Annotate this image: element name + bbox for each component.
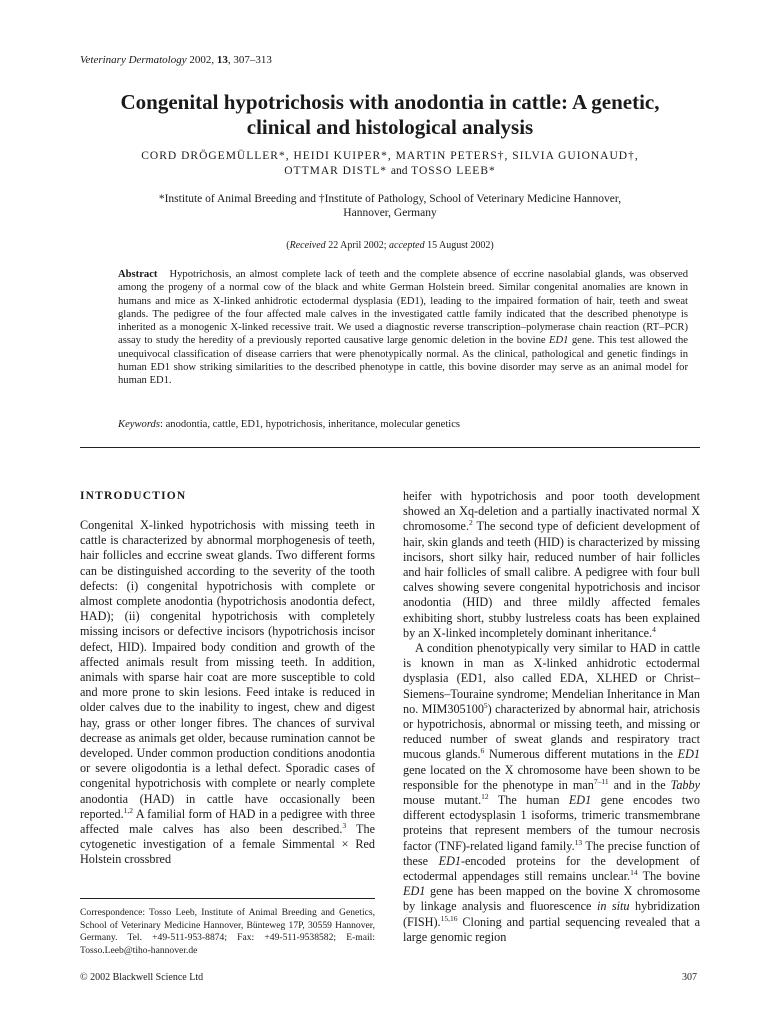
latin-term: in situ: [596, 899, 630, 914]
gene-name: ED1: [549, 335, 569, 347]
text: The second type of deficient development of hair, skin glands and teeth (HID) is characterized by missing incisors, short silky hair, reduced number of hair follicles and hair follicles of small calibre. A pedigree with four bull calves showing severe congenital hypotrichosis and incisor anodontia (HID) and three mildly affected females exhibiting short, stubby lustreless coats has been explained by an X-linked incompletely dominant inheritance.: [403, 519, 700, 640]
citation: 14: [630, 868, 638, 878]
gene-name: ED1: [438, 853, 461, 868]
citation: 15,16: [440, 913, 458, 923]
right-column: [403, 489, 700, 945]
accepted-date: 15 August 2002): [427, 240, 494, 251]
received-label: Received: [289, 240, 326, 251]
gene-name: ED1: [568, 793, 592, 808]
authors-line-1: CORD DRÖGEMÜLLER*, HEIDI KUIPER*, MARTIN PETERS†, SILVIA GUIONAUD†,: [141, 150, 639, 162]
citation: 2: [469, 518, 473, 528]
text: A condition phenotypically very similar to HAD in cattle is known in man as X-linked anhidrotic ectodermal dysplasia (ED1, also called EDA, XLHED or Christ–Siemens–Touraine syndrome; Mendelian Inheritance in Man no. MIM305100: [403, 641, 700, 716]
journal-volume: 13: [216, 54, 228, 66]
citation: 5: [483, 700, 488, 710]
page-number: 307: [682, 972, 697, 983]
received-date: 22 April: [328, 240, 362, 251]
paragraph: [80, 518, 375, 868]
text: -encoded proteins for the development of ectodermal appendages still remains unclear.: [403, 853, 700, 884]
abstract-label: Abstract: [118, 269, 158, 280]
author-list: [80, 149, 700, 179]
journal-name: Veterinary Dermatology: [80, 54, 187, 66]
text: gene has been mapped on the bovine X chromosome by linkage analysis and fluorescence: [403, 884, 700, 914]
author-name: OTTMAR DISTL*: [284, 165, 387, 177]
authors-line-2: [80, 164, 700, 179]
received-day: [328, 240, 361, 251]
text: The human: [488, 793, 569, 808]
text: ) characterized by abnormal hair, atrichosis or hypotrichosis, abnormal or missing teeth, and missing or reduced number of sweat glands and respiratory tract mucous glands.: [403, 701, 701, 762]
received-dates: [80, 240, 700, 251]
author-name: TOSSO LEEB*: [411, 165, 496, 177]
journal-year: 2002,: [189, 54, 215, 66]
title-line-1: Congenital hypotrichosis with anodontia in cattle: A genetic,: [120, 90, 660, 114]
affiliation-line-2: Hannover, Germany: [343, 207, 437, 219]
text: The bovine: [637, 869, 700, 884]
gene-name: Tabby: [670, 777, 701, 792]
citation: 7–11: [593, 776, 609, 786]
citation: 1,2: [123, 805, 134, 815]
text: heifer with hypotrichosis and poor tooth development showed an Xq-deletion and a partially inactivated normal X chromosome.: [403, 489, 700, 534]
paragraph: [403, 489, 700, 641]
text: The precise function of these: [403, 838, 700, 868]
abstract: [118, 268, 688, 388]
text: Cloning and partial sequencing revealed that a large genomic region: [403, 914, 700, 944]
text: hybridization (FISH).: [403, 899, 701, 929]
correspondence-footnote: Correspondence: Tosso Leeb, Institute of Animal Breeding and Genetics, School of Veterinary Medicine Hannover, Bünteweg 17P, 30559 Hannover, Germany. Tel. +49-511-953-8874; Fax: +49-511-9538582; E-mail: Tosso.Leeb@tiho-hannover.de: [80, 907, 375, 956]
text: mouse mutant.: [403, 793, 482, 808]
citation: 13: [574, 837, 583, 847]
text: and in the: [608, 777, 671, 792]
received-year: 2002;: [363, 240, 387, 251]
text: The cytogenetic investigation of a female Simmental × Red Holstein crossbred: [80, 822, 376, 867]
citation: 6: [480, 746, 485, 756]
citation: 3: [342, 821, 347, 830]
title-line-2: clinical and histological analysis: [246, 115, 534, 139]
affiliations: [80, 192, 700, 220]
citation: 4: [652, 624, 656, 634]
paper-title: [80, 90, 700, 140]
accepted-label: accepted: [389, 240, 425, 251]
abstract-text: Hypotrichosis, an almost complete lack of teeth and the complete absence of eccrine nasolabial glands, was observed among the progeny of a normal cow of the black and white German Holstein breed. Similar congenital anomalies are known in humans and mice as X-linked anhidrotic ectodermal dysplasia (ED1), leading to the impaired formation of hair, teeth and sweat glands. The pedigree of the four affected male calves in the investigated cattle family indicated that the described phenotype is inherited as a monogenic X-linked recessive trait. We used a diagnostic reverse transcription–polymerase chain reaction (RT–PCR) assay to study the heredity of a previously reported causative large genomic deletion in the bovine: [118, 269, 688, 347]
section-heading-introduction: INTRODUCTION: [80, 490, 187, 502]
gene-name: ED1: [677, 747, 701, 762]
left-column: [80, 518, 375, 868]
paragraph: [403, 641, 700, 945]
text: gene encodes two different ectodysplasin 1 isoforms, trimeric transmembrane proteins that represent members of the tumour necrosis factor (TNF)-related ligand family.: [403, 793, 701, 853]
keywords: [118, 418, 688, 431]
citation: 12: [481, 792, 489, 801]
gene-name: ED1: [403, 884, 426, 899]
affiliation-line-1: *Institute of Animal Breeding and †Institute of Pathology, School of Veterinary Medicine Hannover,: [158, 193, 622, 205]
journal-pages: , 307–313: [227, 54, 272, 66]
text: A familial form of HAD in a pedigree with three affected male calves has also been described.: [80, 806, 375, 837]
footnote-divider: [80, 898, 375, 899]
text: gene located on the X chromosome have been shown to be responsible for the phenotype in man: [403, 762, 700, 792]
copyright: © 2002 Blackwell Science Ltd: [80, 972, 204, 983]
journal-citation: [80, 54, 272, 66]
text: Congenital X-linked hypotrichosis with missing teeth in cattle is characterized by abnormal morphogenesis of teeth, hair follicles and eccrine sweat glands. Two different forms can be distinguished according to the severity of the tooth defects: (i) congenital hypotrichosis with complete or almost complete anodontia (hypotrichosis anodontia defect, HAD); (ii) congenital hypotrichosis with completely missing incisors or defective incisors (hypotrichosis incisor defect, HID). Impaired body condition and growth of the affected animals result from missing teeth. In addition, animals with sparse hair coat are more susceptible to cold and more prone to skin lesions. Feed intake is reduced in older calves due to the inability to ingest, chew and digest hay, grass or other longer fibres. The chances of survival decrease as animals get older, because rumination cannot be developed. Under common production conditions anodontia or severe oligodontia is a lethal defect. Sporadic cases of congenital hypotrichosis with complete or nearly complete anodontia (HAD) in cattle have occasionally been reported.: [80, 518, 375, 821]
text: Numerous different mutations in the: [484, 747, 678, 762]
header-divider: [80, 447, 700, 448]
abstract-text: gene. This test allowed the unequivocal classification of disease carriers that were phenotypically normal. As the clinical, pathological and genetic findings in human ED1 show striking similarities to the described phenotype in cattle, this bovine disorder may serve as an animal model for human ED1.: [118, 335, 688, 387]
authors-and: and: [390, 165, 408, 177]
keywords-text: : anodontia, cattle, ED1, hypotrichosis, inheritance, molecular genetics: [159, 419, 461, 430]
keywords-label: Keywords: [118, 419, 160, 430]
paren: (: [286, 240, 290, 251]
